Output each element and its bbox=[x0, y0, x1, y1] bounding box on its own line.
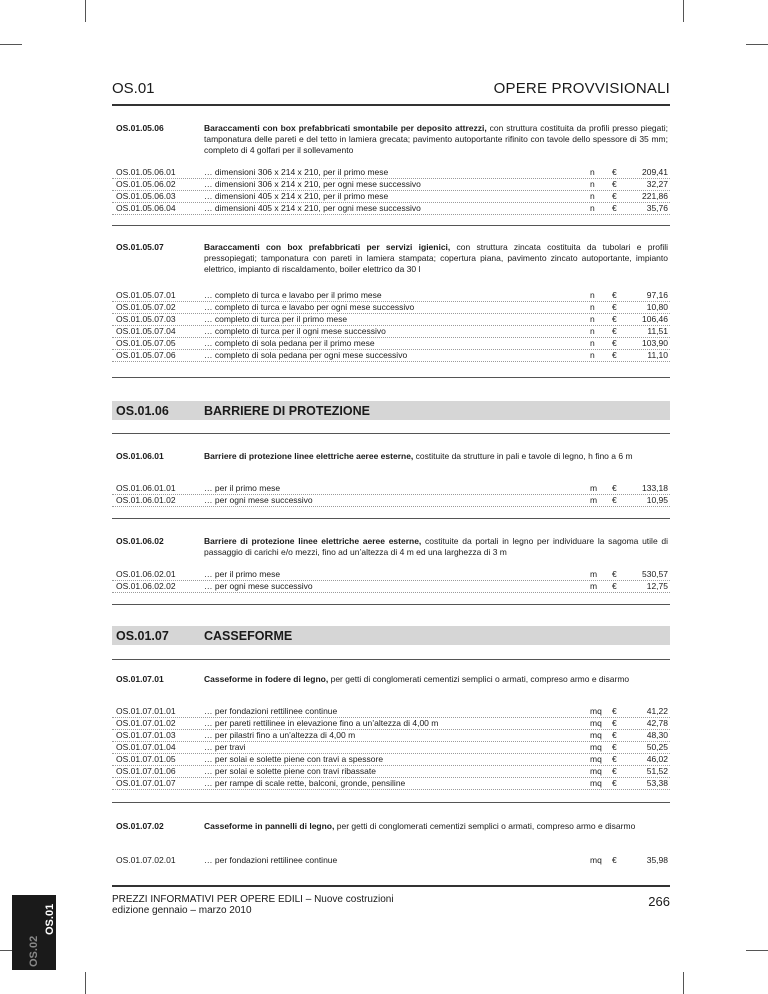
section-divider bbox=[112, 225, 670, 226]
table-row: OS.01.07.01.01 … per fondazioni rettilinee continue mq € 41,22 bbox=[112, 706, 670, 718]
chapter-side-tab bbox=[12, 895, 56, 970]
section-code: OS.01.05.06 bbox=[116, 123, 164, 133]
side-tab-label-previous: OS.02 bbox=[28, 935, 40, 967]
section-divider bbox=[112, 604, 670, 605]
table-row: OS.01.06.01.01 … per il primo mese m € 133,18 bbox=[112, 483, 670, 495]
table-row: OS.01.05.07.01 … completo di turca e lavabo per il primo mese n € 97,16 bbox=[112, 290, 670, 302]
table-row: OS.01.07.01.04 … per travi mq € 50,25 bbox=[112, 742, 670, 754]
category-code: OS.01.06 bbox=[116, 404, 169, 418]
section-divider bbox=[112, 659, 670, 660]
category-band bbox=[112, 401, 670, 420]
section-code: OS.01.07.02 bbox=[116, 821, 164, 831]
section-description: Baraccamenti con box prefabbricati smontabile per deposito attrezzi, con struttura costituita da profili presso piegati; tamponatura delle pareti e del tetto in lamiera grecata; pavimento autoportante rifinito con tavole dello spessore di 35 mm; completo di 4 golfari per il sollevamento bbox=[204, 123, 668, 155]
category-title: BARRIERE DI PROTEZIONE bbox=[204, 404, 370, 418]
table-row: OS.01.07.01.03 … per pilastri fino a un’altezza di 4,00 m mq € 48,30 bbox=[112, 730, 670, 742]
side-tab-label-current: OS.01 bbox=[44, 903, 56, 935]
category-title: CASSEFORME bbox=[204, 629, 293, 643]
table-row: OS.01.06.01.02 … per ogni mese successivo m € 10,95 bbox=[112, 495, 670, 507]
header-chapter-title: OPERE PROVVISIONALI bbox=[493, 80, 670, 97]
table-row: OS.01.07.01.02 … per pareti rettilinee in elevazione fino a un’altezza di 4,00 m mq € 42,78 bbox=[112, 718, 670, 730]
table-row: OS.01.05.07.03 … completo di turca per il primo mese n € 106,46 bbox=[112, 314, 670, 326]
crop-mark bbox=[85, 0, 86, 22]
section-description: Casseforme in fodere di legno, per getti di conglomerati cementizi semplici o armati, compreso armo e disarmo bbox=[204, 674, 630, 684]
category-code: OS.01.07 bbox=[116, 629, 169, 643]
section-description: Casseforme in pannelli di legno, per getti di conglomerati cementizi semplici o armati, compreso armo e disarmo bbox=[204, 821, 636, 831]
table-row: OS.01.06.02.01 … per il primo mese m € 530,57 bbox=[112, 569, 670, 581]
table-row: OS.01.05.06.04 … dimensioni 405 x 214 x 210, per ogni mese successivo n € 35,76 bbox=[112, 203, 670, 215]
table-row: OS.01.05.07.02 … completo di turca e lavabo per ogni mese successivo n € 10,80 bbox=[112, 302, 670, 314]
section-divider bbox=[112, 377, 670, 378]
section-code: OS.01.07.01 bbox=[116, 674, 164, 684]
crop-mark bbox=[0, 44, 22, 45]
footer-rule bbox=[112, 885, 670, 887]
footer-edition: edizione gennaio – marzo 2010 bbox=[112, 905, 252, 916]
section-divider bbox=[112, 433, 670, 434]
section-code: OS.01.06.01 bbox=[116, 451, 164, 461]
crop-mark bbox=[683, 0, 684, 22]
section-divider bbox=[112, 802, 670, 803]
section-description: Baraccamenti con box prefabbricati per servizi igienici, con struttura zincata costituita da tubolari e profili pressopiegati; tamponatura con pareti in lamiera stampata; copertura piana, pavimento zincato autoportante, impianto elettrico, impianto di riscaldamento, boiler elettrico da 30 l bbox=[204, 242, 669, 274]
crop-mark bbox=[85, 972, 86, 994]
category-band bbox=[112, 626, 670, 645]
header-chapter-code: OS.01 bbox=[112, 80, 155, 97]
section-code: OS.01.06.02 bbox=[116, 536, 164, 546]
table-row: OS.01.07.01.07 … per rampe di scale rette, balconi, gronde, pensiline mq € 53,38 bbox=[112, 778, 670, 790]
table-row: OS.01.05.07.04 … completo di turca per il ogni mese successivo n € 11,51 bbox=[112, 326, 670, 338]
footer-publication bbox=[112, 894, 394, 916]
section-description: Barriere di protezione linee elettriche aeree esterne, costituite da portali in legno per individuare la sagoma utile di passaggio di carichi e/o mezzi, fino ad un’altezza di 4 m ed una larghezza di 3 m bbox=[204, 536, 668, 557]
crop-mark bbox=[683, 972, 684, 994]
page-number: 266 bbox=[648, 894, 670, 909]
table-row: OS.01.06.02.02 … per ogni mese successivo m € 12,75 bbox=[112, 581, 670, 593]
crop-mark bbox=[746, 44, 768, 45]
table-row: OS.01.07.01.05 … per solai e solette piene con travi a spessore mq € 46,02 bbox=[112, 754, 670, 766]
table-row: OS.01.05.06.02 … dimensioni 306 x 214 x 210, per ogni mese successivo n € 32,27 bbox=[112, 179, 670, 191]
section-code: OS.01.05.07 bbox=[116, 242, 164, 252]
footer-title: PREZZI INFORMATIVI PER OPERE EDILI – Nuove costruzioni bbox=[112, 894, 394, 905]
table-row: OS.01.07.01.06 … per solai e solette piene con travi ribassate mq € 51,52 bbox=[112, 766, 670, 778]
crop-mark bbox=[746, 950, 768, 951]
table-row: OS.01.07.02.01 … per fondazioni rettilinee continue mq € 35,98 bbox=[116, 855, 668, 865]
header-rule bbox=[112, 104, 670, 106]
table-row: OS.01.05.06.03 … dimensioni 405 x 214 x 210, per il primo mese n € 221,86 bbox=[112, 191, 670, 203]
section-divider bbox=[112, 518, 670, 519]
table-row: OS.01.05.07.05 … completo di sola pedana per il primo mese n € 103,90 bbox=[112, 338, 670, 350]
table-row: OS.01.05.07.06 … completo di sola pedana per ogni mese successivo n € 11,10 bbox=[112, 350, 670, 362]
section-description: Barriere di protezione linee elettriche aeree esterne, costituite da strutture in pali e tavole di legno, h fino a 6 m bbox=[204, 451, 633, 461]
table-row: OS.01.05.06.01 … dimensioni 306 x 214 x 210, per il primo mese n € 209,41 bbox=[112, 167, 670, 179]
